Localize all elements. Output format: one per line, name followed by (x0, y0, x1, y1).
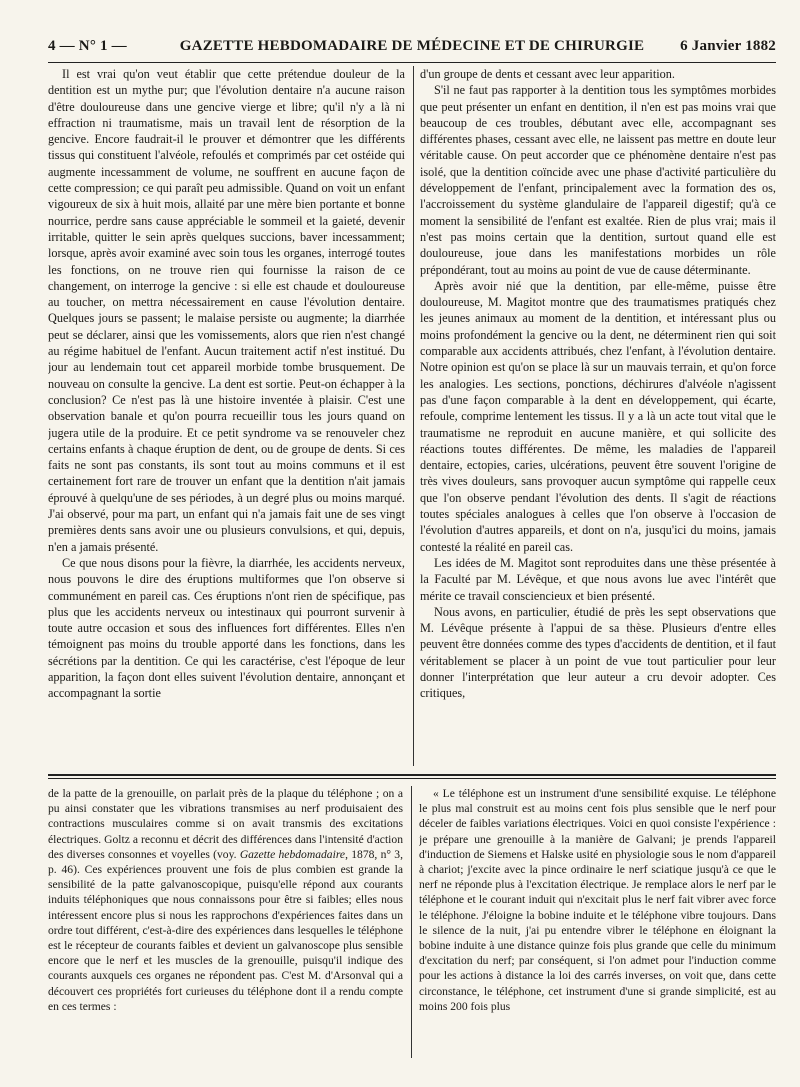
page-number: 4 — N° 1 — (48, 38, 127, 54)
header-rule (48, 62, 776, 63)
section-rule (48, 778, 776, 779)
journal-title: GAZETTE HEBDOMADAIRE DE MÉDECINE ET DE CHIRURGIE (179, 38, 645, 54)
paragraph: S'il ne faut pas rapporter à la dentition tous les symptômes morbides que peut présenter un enfant en dentition, il n'en est pas moins vrai que beaucoup de ces troubles, débutant avec elle, accompagnant ses différentes phases, cessant avec elle, ne laissent pas mettre en doute leur véritable cause. On peut accorder que ce phénomène dentaire n'est pas isolé, que la dentition coïncide avec une phase d'activité particulière du développement de l'enfant, principalement avec la formation des os, l'accroissement du système glandulaire de l'appareil digestif; qu'à ce moment la sensibilité de l'enfant est exaltée. Rien de plus vrai; mais il n'est pas moins certain que la dentition, surtout quand elle est douloureuse, joue dans les manifestations morbides un rôle prépondérant, tout au moins au point de vue de cause déterminante. (420, 83, 776, 277)
paragraph: Ce que nous disons pour la fièvre, la diarrhée, les accidents nerveux, nous pouvons le dire des éruptions multiformes que l'on observe si communément en pareil cas. Ces éruptions n'ont rien de spécifique, pas plus que les accidents nerveux ou intestinaux qui pourront survenir à toute autre occasion et sous des influences fort différentes. Elles n'en témoignent pas moins du trouble apporté dans les fonctions, dans les sécrétions par la dentition. Ce qui les caractérise, c'est l'époque de leur apparition, la façon dont elles suivent l'évolution dentaire, annonçant et accompagnant la sortie (48, 555, 405, 701)
column-divider (413, 66, 414, 766)
paragraph: de la patte de la grenouille, on parlait près de la plaque du téléphone ; on a pu ainsi constater que les vibrations transmises au nerf produisaient des contractions musculaires comme si on avait transmis des excitations électriques. Goltz a reconnu et décrit des différences dans l'intensité d'action des diverses consonnes et voyelles (voy. Gazette hebdomadaire, 1878, n° 3, p. 46). Ces expériences prouvent une fois de plus combien est grande la sensibilité de la patte galvanoscopique, puisqu'elle répond aux courants induits téléphoniques que nous connaissons pour être si faibles; elles nous intéressent encore plus si nous les rapprochons d'expériences faites dans un ordre tout différent, c'est-à-dire des expériences dans lesquelles le téléphone est le récepteur de courants faibles et devient un galvanoscope plus sensible encore que le nerf et les muscles de la grenouille, puisqu'il indique des courants auxquels ces organes ne répondent pas. C'est M. d'Arsonval qui a découvert ces propriétés fort curieuses du téléphone dont il a rendu compte en ces termes : (48, 787, 403, 1013)
page-header (48, 38, 776, 58)
paragraph: d'un groupe de dents et cessant avec leur apparition. (420, 67, 675, 81)
column-divider (411, 786, 412, 1058)
top-left-column (48, 66, 405, 766)
bottom-right-column (419, 786, 776, 1058)
paragraph: Les idées de M. Magitot sont reproduites dans une thèse présentée à la Faculté par M. Lévêque, et que nous avons lue avec l'intérêt que mérite ce travail consciencieux et bien présenté. (420, 555, 776, 603)
section-rule (48, 774, 776, 776)
bottom-left-column (48, 786, 403, 1058)
journal-citation: Gazette hebdomadaire (239, 847, 346, 861)
paragraph: Nous avons, en particulier, étudié de près les sept observations que M. Lévêque présente à l'appui de sa thèse. Plusieurs d'entre elles peuvent être données comme des types d'accidents de dentition, et il faut véritablement se placer à un point de vue tout particulier pour leur donner l'interprétation que leur auteur a cru devoir adopter. Ces critiques, (420, 604, 776, 701)
paragraph: « Le téléphone est un instrument d'une sensibilité exquise. Le téléphone le plus mal construit est au moins cent fois plus sensible que le nerf pour déceler de faibles variations électriques. Voici en quoi consiste l'expérience : je prépare une grenouille à la manière de Galvani; je prends l'appareil d'induction de Siemens et Halske usité en physiologie sous le nom d'appareil à chariot; j'excite avec la pince ordinaire le nerf sciatique jusqu'à ce que le nerf ne réponde plus à l'excitation électrique. Je remplace alors le nerf par le téléphone et le courant induit qui n'excitait plus le nerf fait vibrer avec force le téléphone. J'éloigne la bobine induite et le téléphone vibre toujours. Dans le silence de la nuit, j'ai pu entendre vibrer le téléphone en éloignant la bobine induite à une distance quinze fois plus grande que celle du minimum d'excitation du nerf; par conséquent, si l'on admet pour l'induction comme pour les actions à distance la loi des carrés inverses, on voit que, dans cette circonstance, le téléphone, cet instrument d'une si grande simplicité, est au moins 200 fois plus (419, 787, 776, 1013)
paragraph: Il est vrai qu'on veut établir que cette prétendue douleur de la dentition est un mythe pur; que l'évolution dentaire n'a aucune raison d'être douloureuse dans une gencive vierge et libre; qu'il n'y a là ni effraction ni traumatisme, mais un travail lent de résorption de la gencive. Encore faudrait-il le prouver et démontrer que les différents tissus qui constituent l'alvéole, refoulés et comprimés par cet ostéide qui augmente incessamment de volume, ne souffrent en aucune façon de cette compression; ce qui paraît peu admissible. Quand on voit un enfant vigoureux de six à huit mois, allaité par une mère bien portante et bonne nourrice, perdre sans cause appréciable le sommeil et la gaieté, devenir irritable, quitter le sein après quelques succions, baver incessamment; lorsque, après avoir examiné avec soin tous les organes, interrogé toutes les fonctions, on ne trouve rien qui fournisse la raison de ce changement, on interroge la gencive : si elle est chaude et douloureuse au toucher, on mettra nécessairement en cause l'évolution dentaire. Quelques jours se passent; le malaise persiste ou augmente; la diarrhée peut se déclarer, ainsi que les vomissements, alors que rien n'est changé au régime habituel de l'enfant. Aucun traitement actif n'est institué. Du jour au lendemain tout cet appareil morbide tombe brusquement. De nouveau on consulte la gencive. La dent est sortie. Peut-on échapper à la conclusion? Ce n'est pas là une histoire inventée à plaisir. C'est une observation banale et qu'on pourra recueillir tous les jours quand on jugera utile de la produire. Et ce petit syndrome va se renouveler chez certains enfants à chaque éruption de dent, ou de groupe de dents. Si ces faits ne sont pas constants, ils sont tout au moins communs et il est certainement fort rare de trouver un enfant que la dentition n'ait jamais éprouvé à quelqu'une de ses périodes, à un degré plus ou moins marqué. J'ai observé, pour ma part, un enfant qui n'a jamais fait une de ses vingt premières dents sans avoir une ou plusieurs convulsions, et qui, depuis, n'en a jamais présenté. (48, 67, 405, 554)
paragraph: Après avoir nié que la dentition, par elle-même, puisse être douloureuse, M. Magitot montre que des traumatismes pratiqués chez les jeunes animaux au moment de la dentition, et intéressant plus ou moins profondément la gencive ou la dent, ne déterminent rien qui soit comparable aux accidents attribués, chez l'enfant, à l'évolution dentaire. Notre opinion est qu'on se place là sur un mauvais terrain, et qu'on force les analogies. Les sections, ponctions, déchirures d'alvéole n'agissent pas d'une façon comparable à la dent en développement, qui écarte, refoule, comprime lentement les tissus. Il y a là un acte tout vital que le traumatisme ne reproduit en aucune manière, et qui sollicite des réactions toutes différentes. De même, les maladies de l'appareil dentaire, ectopies, caries, ulcérations, peuvent être souvent l'origine de très vives douleurs, sans provoquer aucun symptôme qui rappelle ceux que l'on observe pendant l'évolution des dents. Il s'agit de réactions toutes spéciales analogues à celles que l'on observe à l'occasion de l'évolution d'autres appareils, et dont on n'a, jusqu'ici du moins, jamais contesté la réalité en pareil cas. (420, 278, 776, 554)
issue-date: 6 Janvier 1882 (680, 38, 776, 54)
top-right-column (420, 66, 776, 766)
